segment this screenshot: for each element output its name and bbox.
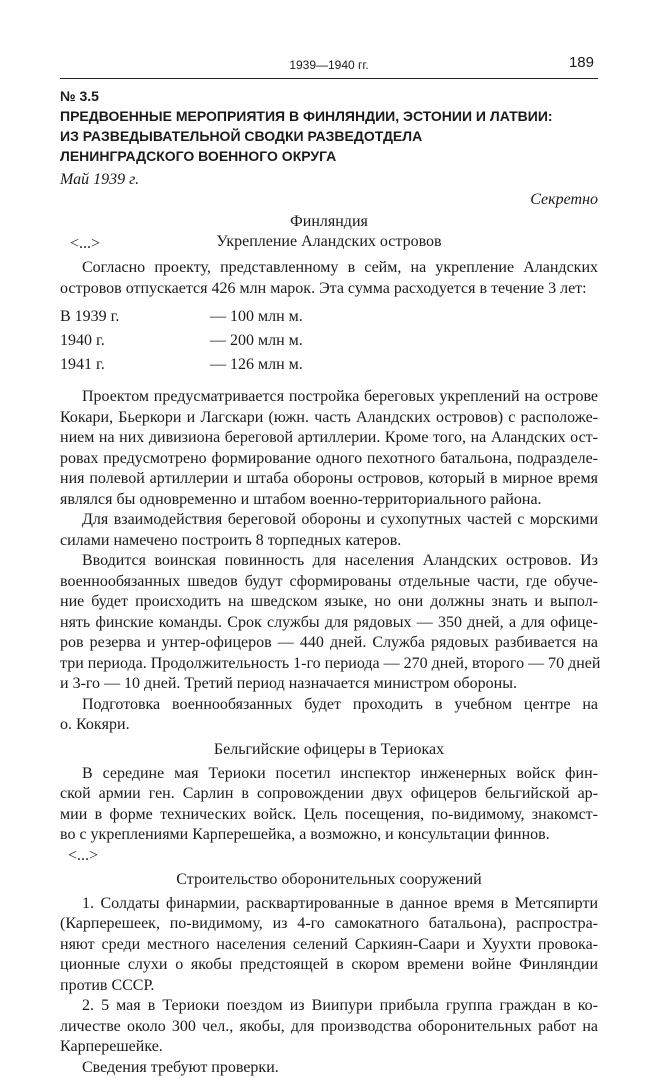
text-line: во с укреплениями Карперешейка, а возможно, и консультации финнов.: [60, 825, 598, 846]
country-heading: Финляндия: [60, 212, 598, 232]
text-line: Карперешейке.: [60, 1037, 598, 1058]
aland-paragraph-1: [60, 387, 598, 510]
document-title-line: ЛЕНИНГРАДСКОГО ВОЕННОГО ОКРУГА: [60, 146, 598, 166]
belgian-heading: Бельгийские офицеры в Териоках: [60, 740, 598, 760]
belgian-paragraph: [60, 764, 598, 846]
budget-table: [60, 305, 598, 377]
text-line: силами намечено построить 8 торпедных катеров.: [60, 531, 598, 552]
running-title: 1939—1940 гг.: [60, 58, 598, 72]
text-line: Кокари, Бьеркори и Лагскари (южн. часть Аландских островов) с расположе-: [60, 408, 598, 429]
text-line: (Карперешеек, по-видимому, из 4-го самокатного батальона), распростра-: [60, 914, 598, 935]
document-number: № 3.5: [60, 86, 598, 106]
text-line: нием на них дивизиона береговой артиллерии. Кроме того, на Аландских ост-: [60, 428, 598, 449]
text-line: о. Кокяри.: [60, 715, 598, 736]
text-line: Для взаимодействия береговой обороны и сухопутных частей с морскими: [60, 510, 598, 531]
budget-amount: — 100 млн м.: [210, 305, 598, 329]
budget-row: [60, 305, 598, 329]
aland-paragraph-3: [60, 551, 598, 695]
omission-mark: <...>: [70, 234, 100, 254]
text-line: Проектом предусматривается постройка береговых укреплений на острове: [60, 387, 598, 408]
text-line: являлся бы одновременно и штабом военно-территориального района.: [60, 490, 598, 511]
text-line: ской армии ген. Сарлин в сопровождении двух офицеров бельгийской ар-: [60, 784, 598, 805]
document-title-line: ПРЕДВОЕННЫЕ МЕРОПРИЯТИЯ В ФИНЛЯНДИИ, ЭСТОНИИ И ЛАТВИИ:: [60, 106, 598, 126]
text-line: ния полевой артиллерии и штаба обороны островов, который в мирное время: [60, 469, 598, 490]
text-line: нять финские команды. Срок службы для рядовых — 350 дней, а для офице-: [60, 613, 598, 634]
classification-mark: Секретно: [60, 190, 598, 210]
omission-mark: <...>: [68, 846, 598, 866]
text-line: личестве около 300 чел., якобы, для производства оборонительных работ на: [60, 1017, 598, 1038]
text-line: няют среди местного населения селений Саркиян-Саари и Хуухти провока-: [60, 935, 598, 956]
construction-paragraph-3: [60, 1058, 598, 1078]
aland-heading: Укрепление Аландских островов: [60, 232, 598, 252]
budget-year: 1941 г.: [60, 353, 210, 377]
text-line: 2. 5 мая в Териоки поездом из Виипури прибыла группа граждан в ко-: [60, 996, 598, 1017]
text-line: ровах предусмотрено формирование одного пехотного батальона, подразделе-: [60, 449, 598, 470]
running-header: [60, 56, 598, 79]
text-line: островов отпускается 426 млн марок. Эта сумма расходуется в течение 3 лет:: [60, 279, 598, 300]
text-line: ние будет происходить на шведском языке, но они должны знать и выпол-: [60, 592, 598, 613]
text-line: и 3-го — 10 дней. Третий период назначается министром обороны.: [60, 674, 598, 695]
budget-year: 1940 г.: [60, 329, 210, 353]
construction-paragraph-2: [60, 996, 598, 1058]
text-line: три периода. Продолжительность 1-го периода — 270 дней, второго — 70 дней: [60, 654, 598, 675]
text-line: мии в форме технических войск. Цель посещения, по-видимому, знакомст-: [60, 805, 598, 826]
page-number: 189: [569, 54, 594, 71]
budget-row: [60, 329, 598, 353]
text-line: Вводится воинская повинность для населения Аландских островов. Из: [60, 551, 598, 572]
budget-amount: — 200 млн м.: [210, 329, 598, 353]
text-line: В середине мая Териоки посетил инспектор инженерных войск фин-: [60, 764, 598, 785]
text-line: ров резерва и унтер-офицеров — 440 дней. Служба рядовых разбивается на: [60, 633, 598, 654]
text-line: ционные слухи о якобы предстоящей в скором времени войне Финляндии: [60, 955, 598, 976]
aland-paragraph-2: [60, 510, 598, 551]
text-line: Согласно проекту, представленному в сейм, на укрепление Аландских: [60, 258, 598, 279]
document-title: [60, 106, 598, 166]
budget-amount: — 126 млн м.: [210, 353, 598, 377]
budget-year: В 1939 г.: [60, 305, 210, 329]
text-line: против СССР.: [60, 976, 598, 997]
text-line: Подготовка военнообязанных будет проходить в учебном центре на: [60, 695, 598, 716]
construction-paragraph-1: [60, 894, 598, 997]
document-date: Май 1939 г.: [60, 170, 598, 190]
aland-intro-paragraph: [60, 258, 598, 299]
text-line: военнообязанных шведов будут сформированы отдельные части, где обуче-: [60, 572, 598, 593]
text-line: 1. Солдаты финармии, расквартированные в данное время в Метсяпирти: [60, 894, 598, 915]
page-content: [60, 86, 598, 1078]
text-line: Сведения требуют проверки.: [60, 1058, 598, 1078]
aland-paragraph-4: [60, 695, 598, 736]
budget-row: [60, 353, 598, 377]
document-title-line: ИЗ РАЗВЕДЫВАТЕЛЬНОЙ СВОДКИ РАЗВЕДОТДЕЛА: [60, 126, 598, 146]
construction-heading: Строительство оборонительных сооружений: [60, 870, 598, 890]
